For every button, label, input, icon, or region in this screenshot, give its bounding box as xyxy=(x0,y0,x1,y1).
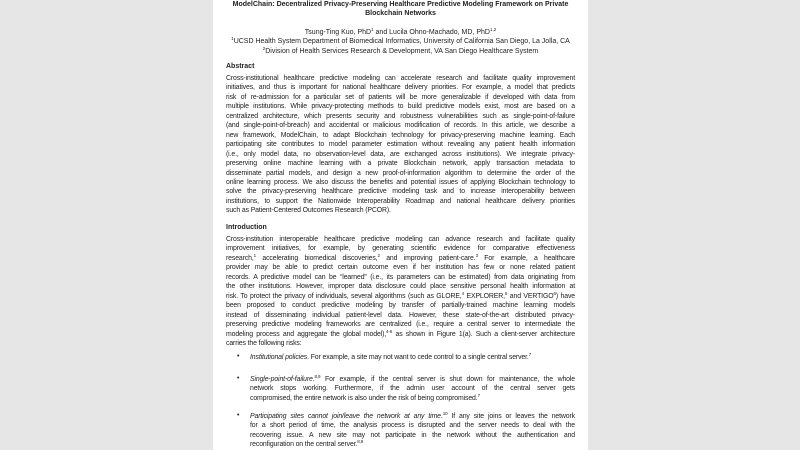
text-run: . xyxy=(440,413,443,420)
citation-superscript: 1 xyxy=(231,36,234,41)
text-run: risk. To protect the privacy of individuals, several algorithms (such as GLORE, xyxy=(226,292,462,300)
bullet-line xyxy=(250,440,575,449)
affiliation-line xyxy=(213,37,588,46)
text-run: carries the following risks: xyxy=(226,339,302,347)
abstract-line xyxy=(226,150,575,159)
text-run: and Lucila Ohno-Machado, MD, PhD xyxy=(373,29,490,36)
intro-line xyxy=(226,311,575,320)
text-run: and improving patient-care. xyxy=(379,254,476,262)
abstract-line xyxy=(226,102,575,111)
text-run: been proposed to conduct predictive modeling by transfer of partially-trained machine learning models xyxy=(226,302,575,310)
text-run: new framework, ModelChain, to adapt Blockchain technology for privacy-preserving machine learning. Each xyxy=(226,131,575,139)
text-run: online learning process. We also discuss the benefits and potential issues of applying Blockchain technology to xyxy=(226,178,575,186)
text-run: the other institutions. However, improper data disclosure could place sensitive personal health information at xyxy=(226,283,575,291)
text-run: risk of re-admission for a particular set of patients will be more generalizable if developed with data from xyxy=(226,93,575,101)
text-run: solve the privacy-preserving healthcare predictive modeling task and to increase interoperability between xyxy=(226,188,575,196)
intro-line xyxy=(226,244,575,253)
text-run: as shown in Figure 1(a). Such a client-server architecture xyxy=(392,330,575,338)
bullet-line xyxy=(250,412,575,421)
bullet-icon: • xyxy=(237,375,240,382)
bullet-line xyxy=(250,421,575,430)
text-run: UCSD Health System Department of Biomedical Informatics, University of California San Diego, La Jolla, CA xyxy=(233,38,570,45)
text-run: instead of disseminating individual patient-level data. However, these state-of-the-art distributed privacy- xyxy=(226,311,575,319)
text-run: Division of Health Services Research & Development, VA San Diego Healthcare System xyxy=(265,47,539,55)
citation-superscript: 2 xyxy=(262,45,266,51)
paper-title-line-2: Blockchain Networks xyxy=(365,10,436,17)
text-run: recovering issue. A new site may not participate in the network without the authentication and xyxy=(250,431,575,439)
author-line xyxy=(213,28,588,37)
abstract-line xyxy=(226,187,575,196)
intro-line xyxy=(226,235,575,244)
text-run: institutions, to support the Nationwide Interoperability Roadmap and national healthcare delivery priorities xyxy=(226,197,575,205)
text-run: records. A predictive model can be “learned” (i.e., its parameters can be estimated) from data originating from xyxy=(226,273,575,281)
citation-superscript: 5 xyxy=(504,290,508,296)
paper-title-line-1: ModelChain: Decentralized Privacy-Preserving Healthcare Predictive Modeling Framework on Private xyxy=(232,1,569,8)
abstract-line xyxy=(226,74,575,83)
text-run: ) have xyxy=(555,292,575,300)
abstract-line xyxy=(226,206,575,215)
italic-term: Single-point-of-failure xyxy=(250,376,313,383)
intro-line xyxy=(226,282,575,291)
bullet-line xyxy=(250,384,575,393)
text-run: . xyxy=(312,376,315,383)
text-run: preserving predictive modeling frameworks are centralized (i.e., require a central server to intermediate the xyxy=(226,321,575,329)
document-page xyxy=(213,0,588,450)
text-run: EXPLORER, xyxy=(464,292,505,300)
text-run: preserving online machine learning with a private Blockchain network, apply transaction metadata to xyxy=(226,160,575,168)
text-run: disseminate partial models, and design a new proof-of-information algorithm to determine the order of the xyxy=(226,169,575,177)
citation-superscript: 2 xyxy=(377,252,380,258)
intro-line xyxy=(226,339,575,348)
bullet-line xyxy=(250,394,575,403)
abstract-line xyxy=(226,83,575,92)
text-run: provider may be able to predict certain outcome even if her institution has few or none related patient xyxy=(226,264,575,272)
bullet-line xyxy=(250,375,575,384)
bullet-line xyxy=(250,431,575,440)
text-run: (i.e., only model data, no observation-level data, are exchanged across institutions). We integrate privacy- xyxy=(226,150,575,158)
abstract-line xyxy=(226,178,575,187)
text-run: and VERTIGO xyxy=(507,292,554,300)
citation-superscript: 4-6 xyxy=(386,328,393,334)
text-run: centralized architecture, which presents security and robustness vulnerabilities such as single-point-of-failure xyxy=(226,112,575,120)
citation-superscript: 10 xyxy=(442,411,448,416)
affiliation-line xyxy=(213,47,588,56)
bullet-icon: • xyxy=(237,412,240,419)
citation-superscript: 8,9 xyxy=(357,439,364,445)
citation-superscript: 1 xyxy=(371,27,374,32)
text-run: modeling process and aggregate the global model), xyxy=(226,330,387,338)
bullet-icon: • xyxy=(237,353,240,360)
intro-line xyxy=(226,320,575,329)
abstract-line xyxy=(226,197,575,206)
intro-line xyxy=(226,263,575,272)
abstract-line xyxy=(226,140,575,149)
text-run: network stops working. Furthermore, if the admin user account of the central server gets xyxy=(250,385,575,393)
citation-superscript: 3 xyxy=(475,252,478,258)
text-run: participating site contributes to model parameter estimation without revealing any patient health information xyxy=(226,141,575,149)
text-run: For example, if the central server is shut down for maintenance, the whole xyxy=(320,376,575,383)
abstract-line xyxy=(226,93,575,102)
intro-line xyxy=(226,273,575,282)
intro-line xyxy=(226,330,575,339)
citation-superscript: 4 xyxy=(461,290,464,296)
text-run: improvement initiatives, for example, by generating scientific evidence for comparative effectiveness xyxy=(226,245,575,253)
text-run: research, xyxy=(226,254,254,262)
abstract-line xyxy=(226,159,575,168)
citation-superscript: 1,2 xyxy=(489,27,497,32)
text-run: accelerating biomedical discoveries, xyxy=(256,254,378,262)
text-run: for a short period of time, the analysis process is disrupted and the server needs to deal with the xyxy=(250,422,575,430)
text-run: If any site joins or leaves the network xyxy=(447,413,575,420)
citation-superscript: 7 xyxy=(477,392,480,398)
text-run: Cross-institutional healthcare predictive modeling can accelerate research and facilitate quality improvement xyxy=(226,75,575,82)
bullet-line xyxy=(250,353,575,362)
intro-line xyxy=(226,254,575,263)
text-run: reconfiguration on the central server. xyxy=(250,441,358,449)
italic-term: Institutional policies xyxy=(250,354,308,361)
text-run: multiple institutions. While privacy-protecting methods to build predictive models exist, most are based on a xyxy=(226,103,575,111)
intro-line xyxy=(226,292,575,301)
abstract-line xyxy=(226,169,575,178)
text-run: initiatives, and thus is important for national healthcare delivery priorities. For example, a model that predicts xyxy=(226,84,575,92)
text-run: Tsung-Ting Kuo, PhD xyxy=(304,29,372,36)
text-run: such as Patient-Centered Outcomes Research (PCOR). xyxy=(226,207,391,215)
text-run: . For example, a site may not want to cede control to a single central server. xyxy=(307,354,529,361)
citation-superscript: 6 xyxy=(553,290,556,296)
text-run: For example, a healthcare xyxy=(477,254,575,262)
abstract-heading: Abstract xyxy=(226,63,255,70)
citation-superscript: 7 xyxy=(528,352,532,357)
citation-superscript: 8,9 xyxy=(314,374,321,379)
abstract-line xyxy=(226,112,575,121)
italic-term: Participating sites cannot join/leave the network at any time xyxy=(250,413,441,420)
text-run: compromised, the entire network is also under the risk of being compromised. xyxy=(250,394,478,402)
text-run: (and single-point-of-breach) and accidental or malicious modification of records. In this article, we describe a xyxy=(226,122,575,130)
citation-superscript: 1 xyxy=(253,252,257,258)
abstract-line xyxy=(226,121,575,130)
intro-line xyxy=(226,301,575,310)
text-run: Cross-institution interoperable healthcare predictive modeling can advance research and facilitate quality xyxy=(226,236,575,243)
introduction-heading: Introduction xyxy=(226,224,267,231)
abstract-line xyxy=(226,131,575,140)
